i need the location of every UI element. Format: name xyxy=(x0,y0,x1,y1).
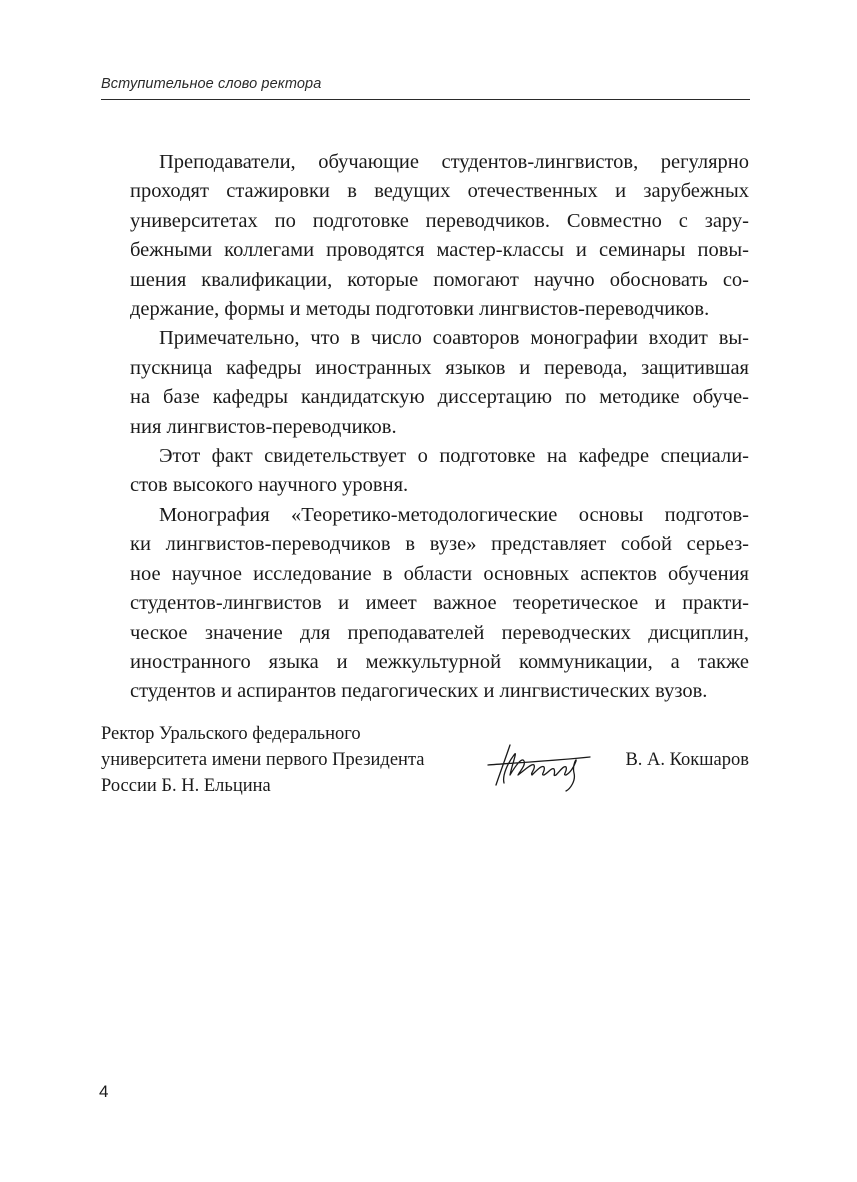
text-line: студентов-лингвистов и имеет важное теоретическое и практи- xyxy=(130,592,749,615)
text-line: на базе кафедры кандидатскую диссертацию по методике обуче- xyxy=(130,386,749,409)
text-line: Монография «Теоретико-методологические основы подготов- xyxy=(159,503,749,526)
text-line: студентов и аспирантов педагогических и лингвистических вузов. xyxy=(130,680,708,703)
signature-block xyxy=(101,721,749,811)
signature-scribble-icon xyxy=(482,735,602,793)
text-line: бежными коллегами проводятся мастер-классы и семинары повы- xyxy=(130,239,749,262)
text-line: шения квалификации, которые помогают научно обосновать со- xyxy=(130,268,749,291)
paragraph-3 xyxy=(101,442,749,501)
text-line: пускница кафедры иностранных языков и перевода, защитившая xyxy=(130,356,749,379)
paragraph-2 xyxy=(101,324,749,442)
signatory-title-line: России Б. Н. Ельцина xyxy=(101,776,271,796)
text-line: университетах по подготовке переводчиков. Совместно с зару- xyxy=(130,209,749,232)
header-rule xyxy=(101,99,750,100)
paragraph-4 xyxy=(101,501,749,707)
text-line: ное научное исследование в области основных аспектов обучения xyxy=(130,562,749,585)
text-line: Этот факт свидетельствует о подготовке на кафедре специали- xyxy=(159,445,749,468)
signatory-title xyxy=(101,721,424,799)
text-line: Преподаватели, обучающие студентов-лингвистов, регулярно xyxy=(159,151,749,173)
signatory-title-line: Ректор Уральского федерального xyxy=(101,724,361,744)
main-text xyxy=(101,148,749,707)
text-line: ки лингвистов-переводчиков в вузе» представляет собой серьез- xyxy=(130,533,749,556)
text-line: ческое значение для преподавателей переводческих дисциплин, xyxy=(130,621,749,644)
text-line: стов высокого научного уровня. xyxy=(130,474,409,497)
text-line: иностранного языка и межкультурной коммуникации, а также xyxy=(130,650,749,673)
text-line: ния лингвистов-переводчиков. xyxy=(130,415,397,438)
text-line: держание, формы и методы подготовки лингвистов-переводчиков. xyxy=(130,298,710,321)
page-number: 4 xyxy=(99,1082,109,1101)
running-title: Вступительное слово ректора xyxy=(101,76,322,92)
text-line: проходят стажировки в ведущих отечественных и зарубежных xyxy=(130,180,749,203)
paragraph-1 xyxy=(101,148,749,324)
text-line: Примечательно, что в число соавторов монографии входит вы- xyxy=(159,327,749,350)
signatory-title-line: университета имени первого Президента xyxy=(101,750,425,770)
signatory-name: В. А. Кокшаров xyxy=(625,750,749,770)
